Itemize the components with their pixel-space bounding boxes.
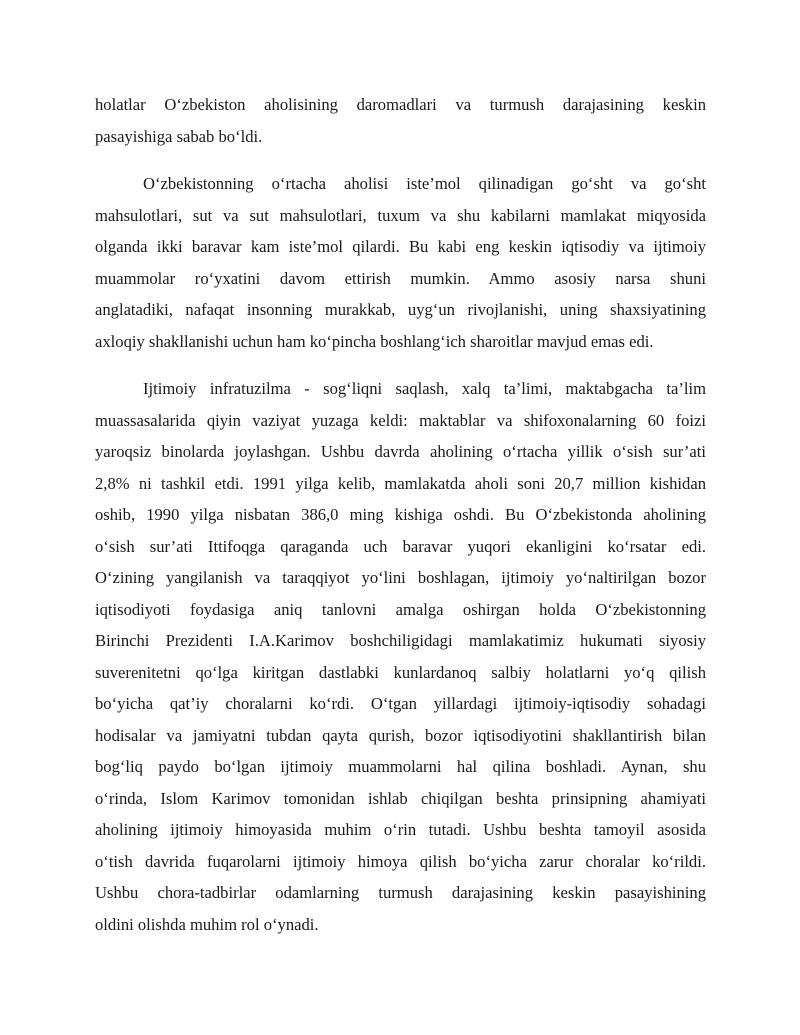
text-line: o‘tish davrida fuqarolarni ijtimoiy himoya qilish bo‘yicha zarur choralar ko‘rildi. [95, 851, 706, 871]
text-line: hodisalar va jamiyatni tubdan qayta qurish, bozor iqtisodiyotini shakllantirish bilan [95, 725, 706, 745]
text-line: O‘zbekistonning o‘rtacha aholisi iste’mol qilinadigan go‘sht va go‘sht [143, 174, 706, 193]
paragraph-3 [95, 373, 706, 940]
text-line: yaroqsiz binolarda joylashgan. Ushbu davrda aholining o‘rtacha yillik o‘sish sur’ati [95, 442, 706, 461]
paragraph-1 [95, 89, 706, 152]
text-line: Ijtimoiy infratuzilma - sog‘liqni saqlash, xalq ta’limi, maktabgacha ta’lim [143, 379, 706, 398]
text-line: olganda ikki baravar kam iste’mol qilardi. Bu kabi eng keskin iqtisodiy va ijtimoiy [95, 237, 706, 256]
text-line: Birinchi Prezidenti I.A.Karimov boshchiligidagi mamlakatimiz hukumati siyosiy [95, 631, 706, 650]
text-line: muammolar ro‘yxatini davom ettirish mumkin. Ammo asosiy narsa shuni [95, 268, 706, 288]
text-line: iqtisodiyoti foydasiga aniq tanlovni amalga oshirgan holda O‘zbekistonning [95, 599, 706, 619]
text-line: suverenitetni qo‘lga kiritgan dastlabki kunlardanoq salbiy holatlarni yo‘q qilish [95, 662, 706, 682]
text-line: muassasalarida qiyin vaziyat yuzaga keldi: maktablar va shifoxonalarning 60 foizi [95, 410, 706, 430]
text-line: oldini olishda muhim rol o‘ynadi. [95, 914, 319, 934]
text-line: Ushbu chora-tadbirlar odamlarning turmush darajasining keskin pasayishining [95, 883, 706, 902]
text-line: anglatadiki, nafaqat insonning murakkab, uyg‘un rivojlanishi, uning shaxsiyatining [95, 300, 706, 319]
text-line: 2,8% ni tashkil etdi. 1991 yilga kelib, mamlakatda aholi soni 20,7 million kishidan [95, 473, 706, 493]
text-line: o‘sish sur’ati Ittifoqga qaraganda uch baravar yuqori ekanligini ko‘rsatar edi. [95, 536, 706, 556]
paragraph-2 [95, 168, 706, 357]
text-line: holatlar O‘zbekiston aholisining daromadlari va turmush darajasining keskin [95, 95, 706, 114]
text-line: oshib, 1990 yilga nisbatan 386,0 ming kishiga oshdi. Bu O‘zbekistonda aholining [95, 505, 706, 524]
text-line: bog‘liq paydo bo‘lgan ijtimoiy muammolarni hal qilina boshladi. Aynan, shu [95, 757, 706, 776]
document-body [95, 89, 706, 956]
text-line: aholining ijtimoiy himoyasida muhim o‘rin tutadi. Ushbu beshta tamoyil asosida [95, 820, 706, 839]
text-line: pasayishiga sabab bo‘ldi. [95, 126, 263, 146]
text-line: axloqiy shakllanishi uchun ham ko‘pincha boshlang‘ich sharoitlar mavjud emas edi. [95, 331, 654, 351]
text-line: mahsulotlari, sut va sut mahsulotlari, tuxum va shu kabilarni mamlakat miqyosida [95, 205, 706, 225]
text-line: O‘zining yangilanish va taraqqiyot yo‘lini boshlagan, ijtimoiy yo‘naltirilgan bozor [95, 568, 706, 587]
text-line: o‘rinda, Islom Karimov tomonidan ishlab chiqilgan beshta prinsipning ahamiyati [95, 788, 706, 808]
text-line: bo‘yicha qat’iy choralarni ko‘rdi. O‘tgan yillardagi ijtimoiy-iqtisodiy sohadagi [95, 694, 706, 713]
